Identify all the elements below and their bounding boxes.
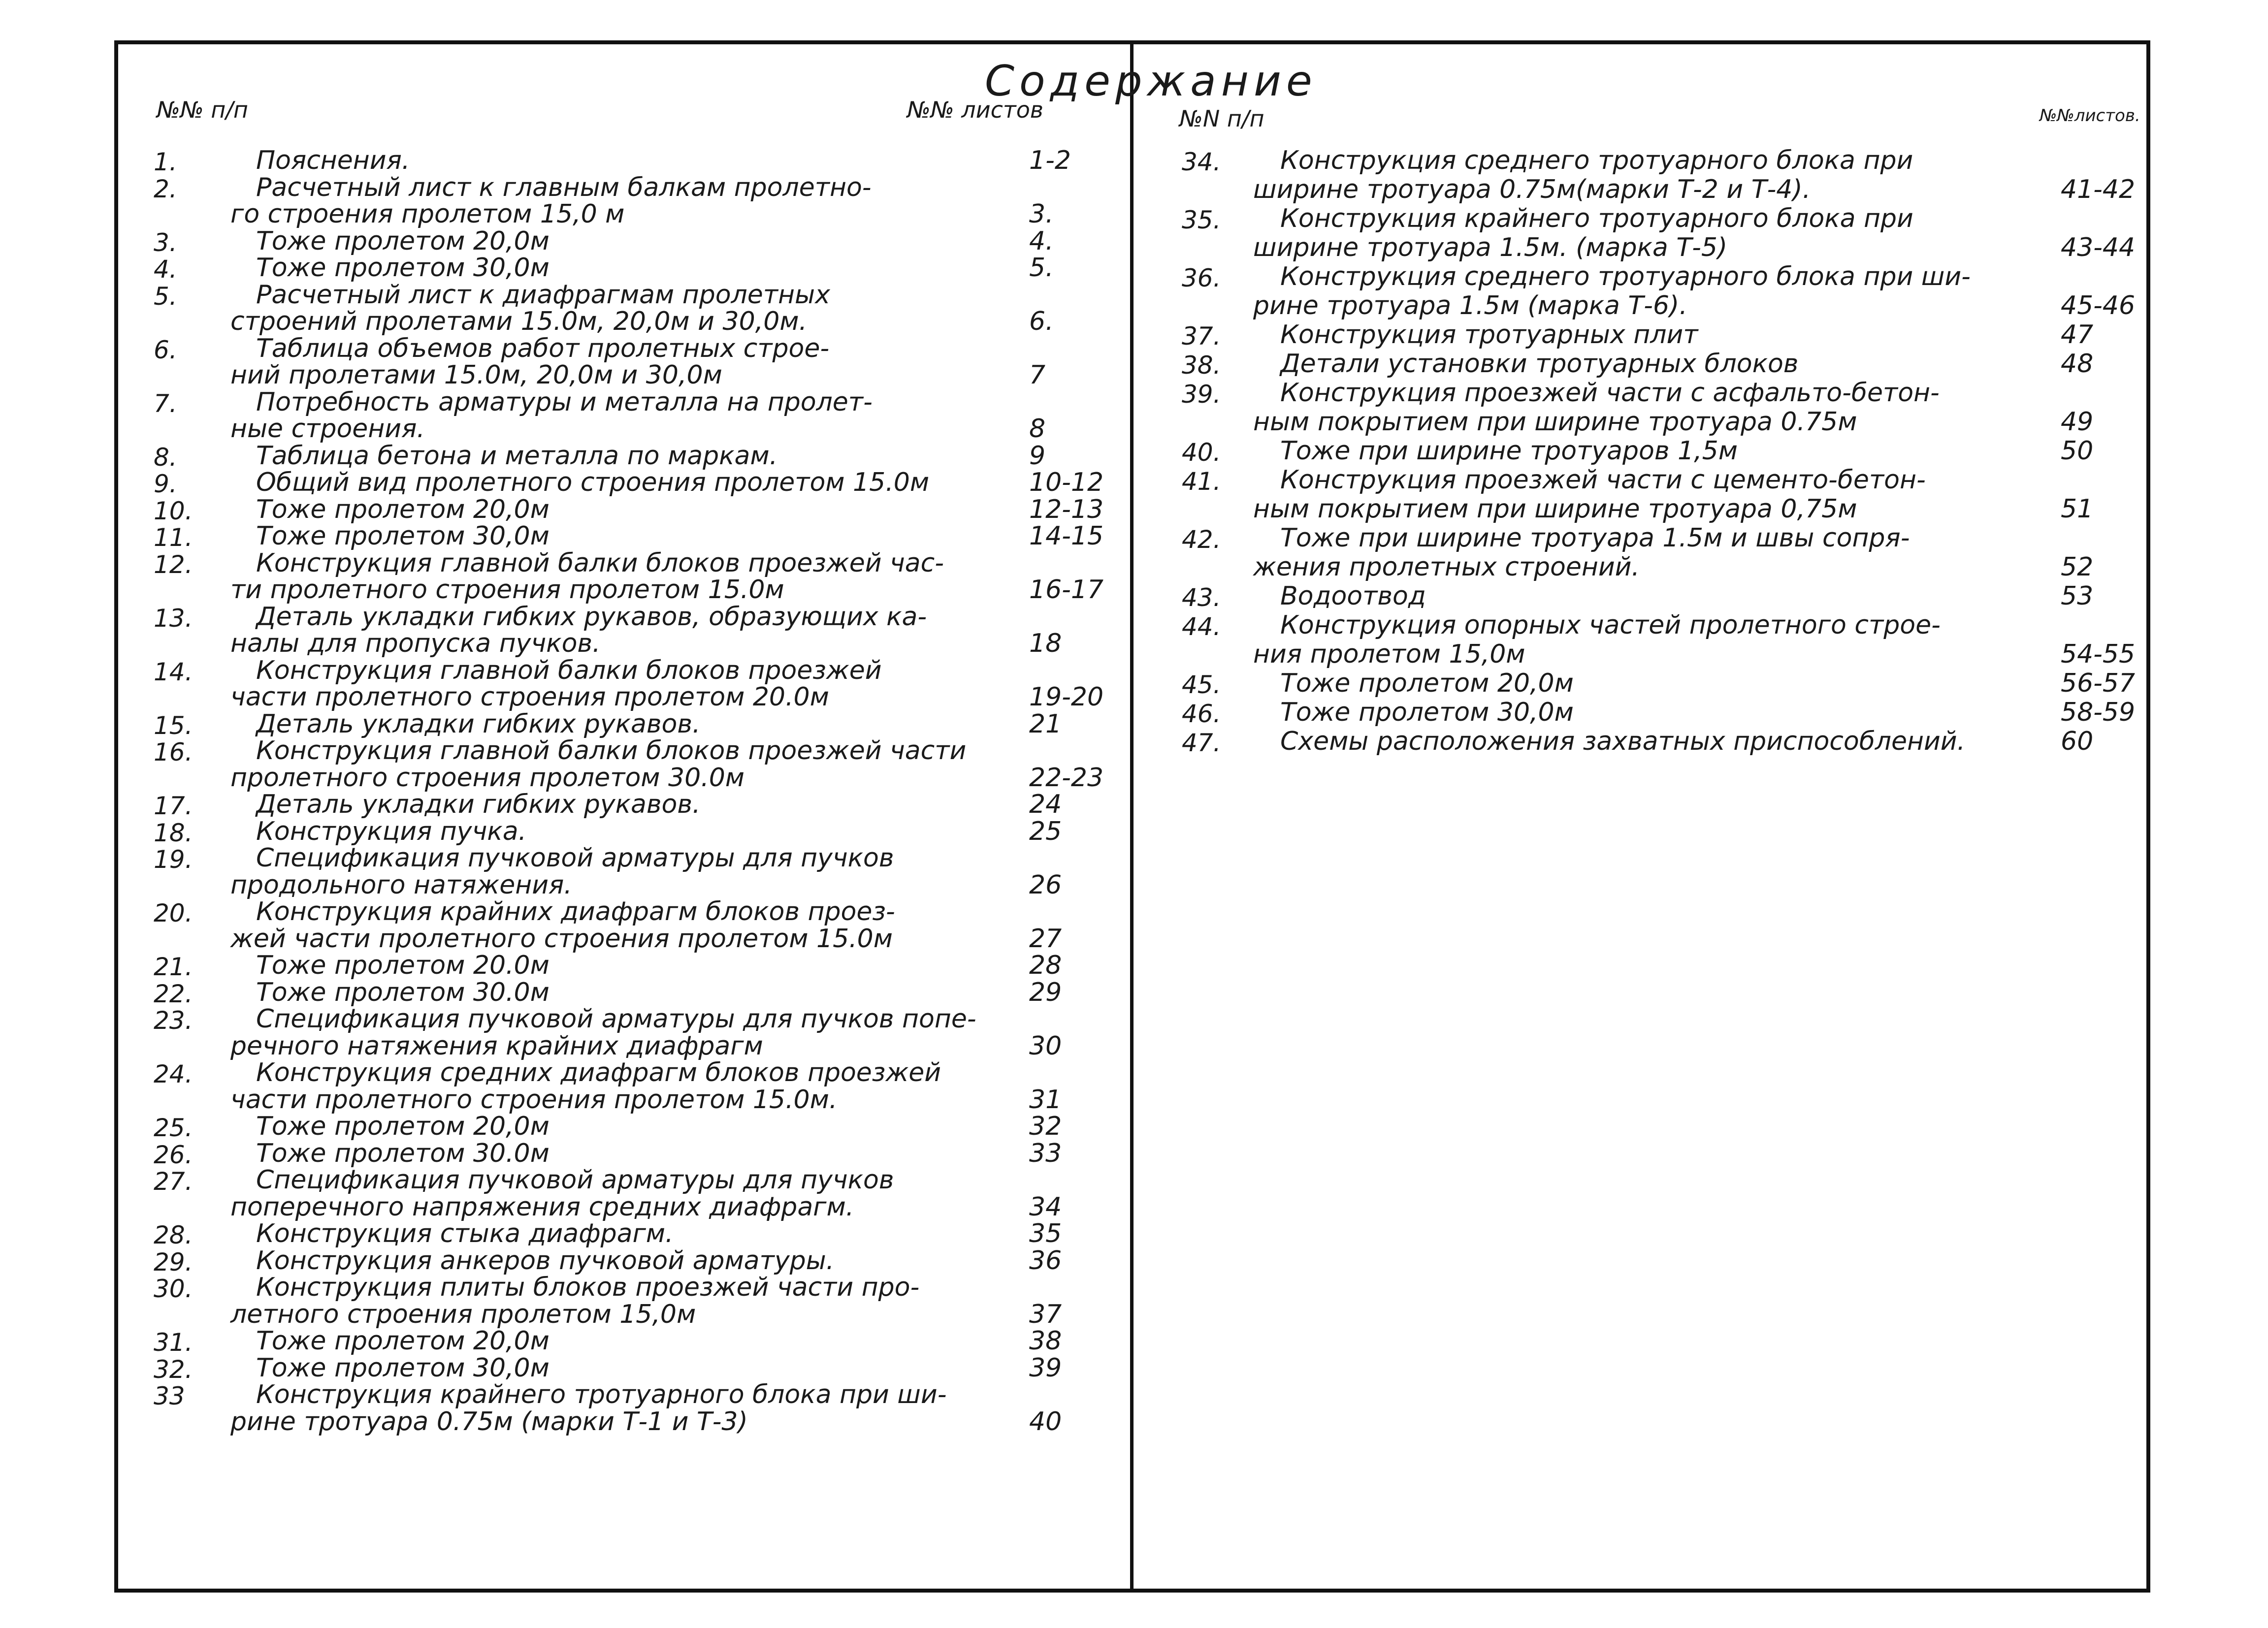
- entry-sheets: 32: [1029, 1112, 1062, 1141]
- entry-number: 19.: [154, 845, 193, 874]
- entry-number: 6.: [154, 335, 177, 364]
- entry-line: продольного натяжения.: [230, 870, 572, 900]
- entry-number: 38.: [1182, 351, 1221, 380]
- entry-sheets: 14-15: [1029, 521, 1104, 551]
- entry-line: Деталь укладки гибких рукавов.: [256, 709, 701, 739]
- entry-number: 2.: [154, 174, 177, 203]
- entry-number: 18.: [154, 818, 193, 847]
- entry-line: Конструкция главной балки блоков проезжей части: [256, 736, 967, 766]
- entry-sheets: 43-44: [2061, 233, 2136, 262]
- entry-sheets: 25: [1029, 816, 1062, 846]
- entry-sheets: 56-57: [2061, 669, 2136, 698]
- entry-number: 27.: [154, 1167, 193, 1196]
- right-sheets-header: №№листов.: [2040, 106, 2140, 126]
- entry-line: ти пролетного строения пролетом 15.0м: [230, 575, 784, 605]
- entry-line: ным покрытием при ширине тротуара 0,75м: [1253, 494, 1857, 524]
- entry-line: Расчетный лист к диафрагмам пролетных: [256, 280, 830, 310]
- entry-sheets: 51: [2061, 494, 2094, 524]
- entry-sheets: 58-59: [2061, 698, 2136, 727]
- entry-number: 29.: [154, 1247, 193, 1277]
- entry-number: 23.: [154, 1006, 193, 1035]
- entry-sheets: 18: [1029, 629, 1062, 658]
- entry-line: Конструкция средних диафрагм блоков проезжей: [256, 1058, 941, 1087]
- entry-number: 7.: [154, 389, 177, 418]
- entry-line: Водоотвод: [1280, 581, 1426, 611]
- entry-number: 43.: [1182, 583, 1221, 612]
- entry-sheets: 40: [1029, 1406, 1062, 1436]
- entry-line: рине тротуара 1.5м (марка Т-6).: [1253, 291, 1687, 320]
- entry-sheets: 45-46: [2061, 291, 2136, 320]
- entry-sheets: 41-42: [2061, 175, 2136, 204]
- entry-number: 16.: [154, 738, 193, 766]
- entry-number: 5.: [154, 282, 177, 311]
- entry-sheets: 50: [2061, 436, 2094, 466]
- entry-number: 26.: [154, 1140, 193, 1169]
- entry-line: Тоже при ширине тротуара 1.5м и швы сопря-: [1280, 523, 1910, 553]
- entry-line: Тоже пролетом 20,0м: [256, 1112, 550, 1141]
- entry-line: Тоже пролетом 30,0м: [256, 521, 550, 551]
- entry-sheets: 3.: [1029, 199, 1054, 229]
- left-sheets-header: №№ листов: [907, 96, 1043, 123]
- entry-line: Детали установки тротуарных блоков: [1280, 349, 1799, 379]
- entry-sheets: 54-55: [2061, 639, 2136, 669]
- entry-number: 21.: [154, 953, 193, 981]
- entry-line: Тоже пролетом 30,0м: [256, 253, 550, 283]
- entry-line: Потребность арматуры и металла на пролет-: [256, 387, 873, 417]
- entry-sheets: 8: [1029, 414, 1046, 444]
- entry-line: рине тротуара 0.75м (марки Т-1 и Т-3): [230, 1406, 748, 1436]
- entry-line: Деталь укладки гибких рукавов, образующих ка-: [256, 602, 927, 632]
- entry-line: Тоже пролетом 30,0м: [1280, 698, 1574, 727]
- entry-line: жей части пролетного строения пролетом 15.0м: [230, 924, 893, 954]
- entry-number: 4.: [154, 255, 177, 284]
- entry-line: Конструкция крайнего тротуарного блока при ши-: [256, 1380, 947, 1409]
- entry-number: 39.: [1182, 380, 1221, 409]
- entry-sheets: 53: [2061, 581, 2094, 611]
- entry-number: 47.: [1182, 729, 1221, 757]
- entry-number: 12.: [154, 550, 193, 579]
- entry-number: 44.: [1182, 612, 1221, 641]
- entry-number: 46.: [1182, 700, 1221, 728]
- entry-sheets: 22-23: [1029, 763, 1104, 793]
- entry-sheets: 60: [2061, 727, 2094, 756]
- entry-line: Конструкция крайнего тротуарного блока при: [1280, 204, 1913, 233]
- entry-line: Тоже пролетом 20.0м: [256, 951, 550, 980]
- entry-sheets: 47: [2061, 320, 2094, 350]
- entry-line: Спецификация пучковой арматуры для пучков: [256, 843, 894, 873]
- entry-sheets: 21: [1029, 709, 1062, 739]
- entry-line: го строения пролетом 15,0 м: [230, 199, 625, 229]
- entry-sheets: 34: [1029, 1192, 1062, 1222]
- entry-line: части пролетного строения пролетом 15.0м.: [230, 1085, 838, 1115]
- entry-sheets: 6.: [1029, 307, 1054, 336]
- entry-number: 30.: [154, 1275, 193, 1303]
- entry-number: 31.: [154, 1328, 193, 1357]
- entry-number: 45.: [1182, 670, 1221, 699]
- entry-sheets: 9: [1029, 441, 1046, 471]
- entry-number: 17.: [154, 792, 193, 820]
- entry-line: Спецификация пучковой арматуры для пучков попе-: [256, 1004, 976, 1034]
- entry-number: 34.: [1182, 148, 1221, 176]
- entry-number: 9.: [154, 470, 177, 498]
- entry-line: Конструкция плиты блоков проезжей части про-: [256, 1273, 920, 1302]
- entry-line: Конструкция главной балки блоков проезжей: [256, 655, 882, 685]
- entry-line: летного строения пролетом 15,0м: [230, 1299, 696, 1329]
- entry-sheets: 19-20: [1029, 682, 1104, 712]
- entry-number: 37.: [1182, 322, 1221, 351]
- entry-sheets: 49: [2061, 407, 2094, 437]
- entry-line: ширине тротуара 0.75м(марки Т-2 и Т-4).: [1253, 175, 1811, 204]
- entry-sheets: 28: [1029, 951, 1062, 980]
- entry-line: части пролетного строения пролетом 20.0м: [230, 682, 829, 712]
- entry-number: 35.: [1182, 206, 1221, 234]
- entry-sheets: 36: [1029, 1245, 1062, 1276]
- entry-number: 32.: [154, 1355, 193, 1384]
- entry-line: ширине тротуара 1.5м. (марка Т-5): [1253, 233, 1728, 262]
- entry-line: Конструкция тротуарных плит: [1280, 320, 1698, 350]
- entry-line: Пояснения.: [256, 146, 410, 175]
- entry-sheets: 7: [1029, 360, 1046, 390]
- entry-line: Конструкция среднего тротуарного блока при ши-: [1280, 262, 1971, 291]
- entry-number: 25.: [154, 1114, 193, 1142]
- entry-sheets: 52: [2061, 552, 2094, 582]
- entry-line: Тоже пролетом 30.0м: [256, 1138, 550, 1168]
- entry-line: ний пролетами 15.0м, 20,0м и 30,0м: [230, 360, 722, 390]
- entry-line: Тоже пролетом 20,0м: [256, 1326, 550, 1356]
- entry-line: речного натяжения крайних диафрагм: [230, 1031, 763, 1061]
- entry-sheets: 29: [1029, 977, 1062, 1007]
- entry-number: 36.: [1182, 264, 1221, 292]
- entry-line: Конструкция пучка.: [256, 816, 527, 846]
- page-title: Содержание: [985, 57, 1317, 106]
- entry-sheets: 12-13: [1029, 494, 1104, 524]
- entry-number: 15.: [154, 711, 193, 740]
- entry-line: ные строения.: [230, 414, 425, 444]
- entry-line: Конструкция анкеров пучковой арматуры.: [256, 1245, 835, 1276]
- entry-sheets: 5.: [1029, 253, 1054, 283]
- entry-line: Тоже пролетом 20,0м: [256, 226, 550, 256]
- entry-line: Таблица бетона и металла по маркам.: [256, 441, 778, 471]
- entry-line: налы для пропуска пучков.: [230, 629, 601, 658]
- entry-sheets: 26: [1029, 870, 1062, 900]
- entry-line: Таблица объемов работ пролетных строе-: [256, 333, 830, 363]
- entry-number: 41.: [1182, 467, 1221, 496]
- entry-sheets: 27: [1029, 924, 1062, 954]
- entry-number: 24.: [154, 1060, 193, 1088]
- column-divider: [1130, 40, 1134, 1593]
- entry-line: ния пролетом 15,0м: [1253, 639, 1525, 669]
- left-num-header: №№ п/п: [157, 96, 248, 123]
- entry-line: Конструкция проезжей части с асфальто-бетон-: [1280, 378, 1940, 408]
- entry-line: строений пролетами 15.0м, 20,0м и 30,0м.: [230, 307, 808, 336]
- entry-sheets: 37: [1029, 1299, 1062, 1329]
- entry-number: 20.: [154, 899, 193, 927]
- entry-line: пролетного строения пролетом 30.0м: [230, 763, 745, 793]
- entry-sheets: 1-2: [1029, 146, 1071, 175]
- entry-line: Тоже при ширине тротуаров 1,5м: [1280, 436, 1738, 466]
- entry-line: Общий вид пролетного строения пролетом 15.0м: [256, 468, 930, 497]
- entry-line: Деталь укладки гибких рукавов.: [256, 790, 701, 819]
- entry-number: 8.: [154, 443, 177, 472]
- entry-line: Конструкция среднего тротуарного блока при: [1280, 146, 1913, 175]
- entry-sheets: 39: [1029, 1353, 1062, 1383]
- entry-line: Конструкция стыка диафрагм.: [256, 1219, 674, 1248]
- entry-number: 33: [154, 1382, 185, 1410]
- entry-number: 10.: [154, 496, 193, 525]
- entry-sheets: 33: [1029, 1138, 1062, 1168]
- entry-number: 40.: [1182, 438, 1221, 467]
- entry-line: Спецификация пучковой арматуры для пучков: [256, 1165, 894, 1195]
- entry-line: Тоже пролетом 20,0м: [1280, 669, 1574, 698]
- entry-sheets: 35: [1029, 1219, 1062, 1248]
- entry-number: 22.: [154, 979, 193, 1008]
- entry-sheets: 16-17: [1029, 575, 1104, 605]
- entry-line: Конструкция проезжей части с цементо-бетон-: [1280, 465, 1926, 495]
- entry-number: 3.: [154, 228, 177, 257]
- entry-sheets: 10-12: [1029, 468, 1104, 497]
- entry-number: 14.: [154, 657, 193, 686]
- entry-line: Тоже пролетом 20,0м: [256, 494, 550, 524]
- entry-sheets: 38: [1029, 1326, 1062, 1356]
- entry-line: Расчетный лист к главным балкам пролетно-: [256, 172, 872, 202]
- entry-line: Конструкция крайних диафрагм блоков проез-: [256, 897, 895, 926]
- entry-sheets: 31: [1029, 1085, 1062, 1115]
- entry-number: 11.: [154, 523, 193, 552]
- entry-line: Схемы расположения захватных приспособлений.: [1280, 727, 1966, 756]
- entry-sheets: 48: [2061, 349, 2094, 379]
- entry-number: 1.: [154, 148, 177, 176]
- entry-line: Конструкция главной балки блоков проезжей час-: [256, 548, 944, 578]
- entry-number: 42.: [1182, 525, 1221, 554]
- right-num-header: №N п/п: [1179, 105, 1264, 132]
- entry-sheets: 24: [1029, 790, 1062, 819]
- entry-line: Тоже пролетом 30,0м: [256, 1353, 550, 1383]
- entry-number: 13.: [154, 604, 193, 633]
- entry-line: Тоже пролетом 30.0м: [256, 977, 550, 1007]
- entry-sheets: 30: [1029, 1031, 1062, 1061]
- entry-line: Конструкция опорных частей пролетного строе-: [1280, 610, 1941, 640]
- entry-sheets: 4.: [1029, 226, 1054, 256]
- entry-line: поперечного напряжения средних диафрагм.: [230, 1192, 854, 1222]
- entry-number: 28.: [154, 1221, 193, 1249]
- entry-line: жения пролетных строений.: [1253, 552, 1640, 582]
- entry-line: ным покрытием при ширине тротуара 0.75м: [1253, 407, 1857, 437]
